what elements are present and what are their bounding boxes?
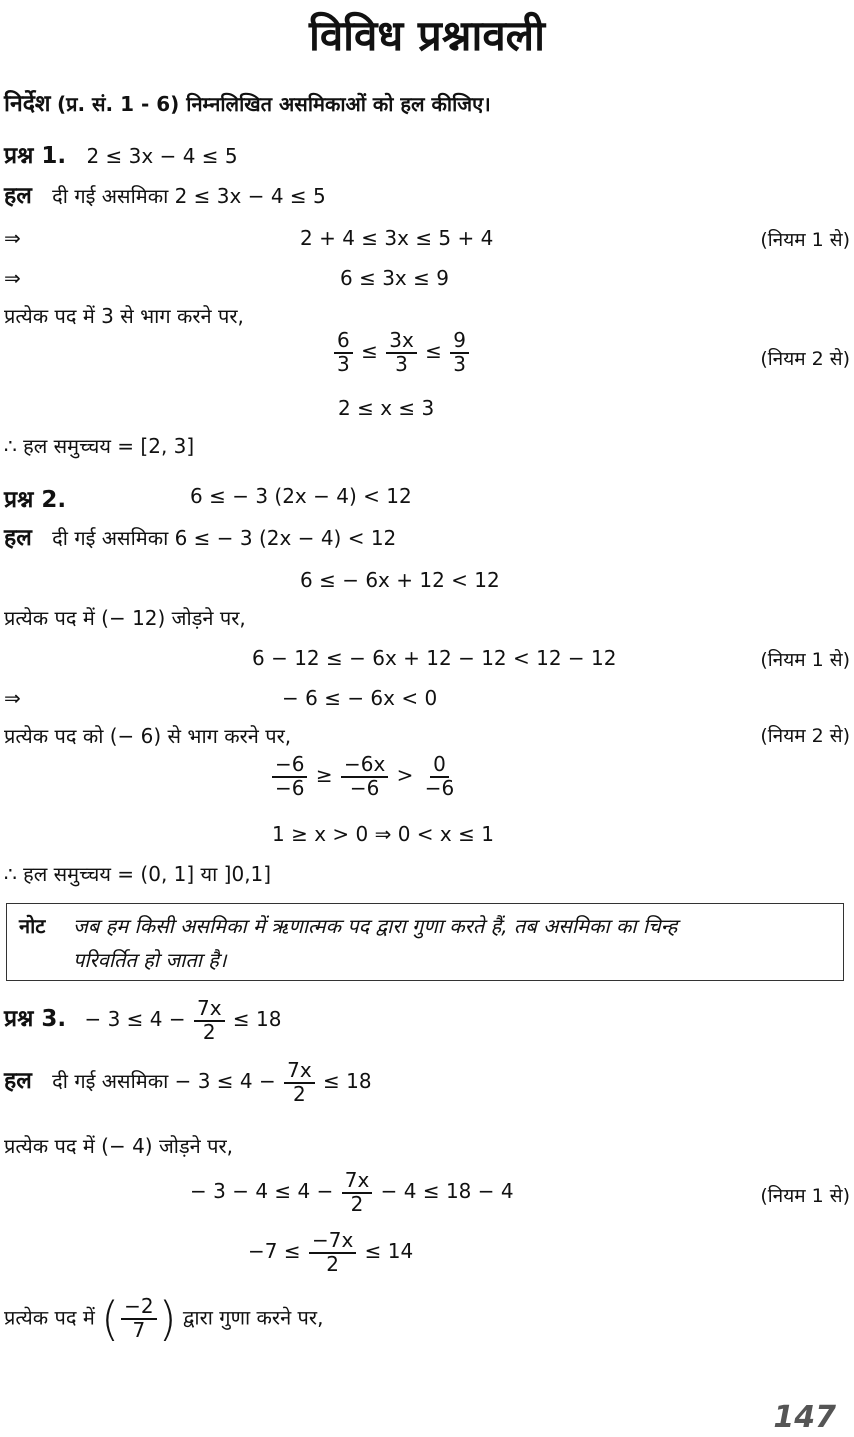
page-number: 147 [773,1400,836,1435]
q3-step-1: प्रत्येक पद में (− 4) जोड़ने पर, [4,1134,234,1158]
q3-solution-line: हल दी गई असमिका − 3 ≤ 4 − $\frac{7x}{2}$ ≤ 18 [4,1058,372,1106]
q1-step-2: 6 ≤ 3x ≤ 9 [340,266,449,290]
q1-fraction-1: $\frac{6}{3}$ [334,330,353,375]
q1-step-3: प्रत्येक पद में 3 से भाग करने पर, [4,304,244,328]
direction-line [4,86,491,118]
direction-label: निर्देश [4,91,51,117]
q1-label: प्रश्न 1. [4,143,67,169]
q2-fraction-line: $\frac{-6}{-6}$ ≥ $\frac{-6x}{-6}$ > $\frac{0}{-6}$ [270,754,459,799]
q2-fraction-3: $\frac{0}{-6}$ [424,752,455,800]
q2-expression: 6 ≤ − 3 (2x − 4) < 12 [190,484,412,508]
q1-result: ∴ हल समुच्चय = [2, 3] [4,434,195,458]
q2-step-5: प्रत्येक पद को (− 6) से भाग करने पर, [4,724,292,748]
q1-implies-arrow-2: ⇒ [4,266,21,290]
q2-step-7: 1 ≥ x > 0 ⇒ 0 < x ≤ 1 [272,822,494,846]
note-label: नोट [19,914,46,938]
q2-solution-text: दी गई असमिका 6 ≤ − 3 (2x − 4) < 12 [52,526,397,550]
q2-result: ∴ हल समुच्चय = (0, 1] या ]0,1] [4,862,272,886]
q1-step-5: 2 ≤ x ≤ 3 [338,396,435,420]
q1-implies-arrow-1: ⇒ [4,226,21,250]
q2-solution-line [4,520,396,552]
q2-step-4: − 6 ≤ − 6x < 0 [282,686,438,710]
q3-step-4: प्रत्येक पद में ( $\frac{-2}{7}$ ) द्वारा गुणा करने पर, [4,1292,324,1346]
q2-step-2: प्रत्येक पद में (− 12) जोड़ने पर, [4,606,246,630]
q2-fraction-1: $\frac{-6}{-6}$ [272,754,307,799]
q1-fraction-line: $\frac{6}{3}$ ≤ $\frac{3x}{3}$ ≤ $\frac{9}{3}$ [332,330,471,375]
q2-step-5-rule: (नियम 2 से) [760,725,850,747]
q1-expression: 2 ≤ 3x − 4 ≤ 5 [86,144,238,168]
q3-step-2-fraction: $\frac{7x}{2}$ [342,1170,373,1215]
q1-heading [4,138,238,170]
q1-solution-label: हल [4,183,32,209]
q3-label: प्रश्न 3. [4,1006,67,1033]
q2-step-1: 6 ≤ − 6x + 12 < 12 [300,568,500,592]
q2-solution-label: हल [4,525,32,551]
note-text-line-2: परिवर्तित हो जाता है। [73,948,227,972]
direction-text: (प्र. सं. 1 - 6) निम्नलिखित असमिकाओं को हल कीजिए। [56,92,491,116]
q1-fraction-rule: (नियम 2 से) [760,348,850,370]
q2-step-3-rule: (नियम 1 से) [760,649,850,671]
q3-expression-fraction: $\frac{7x}{2}$ [194,998,225,1043]
q1-step-1-rule: (नियम 1 से) [760,229,850,251]
q1-solution-line [4,178,326,210]
q2-step-3: 6 − 12 ≤ − 6x + 12 − 12 < 12 − 12 [252,646,617,670]
note-box [6,903,844,981]
q3-step-3: −7 ≤ $\frac{-7x}{2}$ ≤ 14 [248,1228,414,1276]
q3-step-2: − 3 − 4 ≤ 4 − $\frac{7x}{2}$ − 4 ≤ 18 − 4 [190,1168,514,1216]
q2-heading [4,482,66,514]
q1-fraction-2: $\frac{3x}{3}$ [386,330,417,375]
q3-multiplier-fraction: $\frac{-2}{7}$ [121,1296,156,1341]
q3-solution-label: हल [4,1068,32,1095]
q1-fraction-3: $\frac{9}{3}$ [450,330,469,375]
q3-solution-fraction: $\frac{7x}{2}$ [284,1060,315,1105]
page-title: विविध प्रश्नावली [308,11,546,60]
q3-step-3-fraction: $\frac{-7x}{2}$ [309,1230,356,1275]
q3-step-2-rule: (नियम 1 से) [760,1185,850,1207]
q1-step-1: 2 + 4 ≤ 3x ≤ 5 + 4 [300,226,494,250]
q1-solution-text: दी गई असमिका 2 ≤ 3x − 4 ≤ 5 [52,184,326,208]
q2-label: प्रश्न 2. [4,487,67,513]
q3-heading: प्रश्न 3. − 3 ≤ 4 − $\frac{7x}{2}$ ≤ 18 [4,996,282,1044]
note-text-line-1: जब हम किसी असमिका में ऋणात्मक पद द्वारा गुणा करते हैं, तब असमिका का चिन्ह [73,914,678,938]
q2-fraction-2: $\frac{-6x}{-6}$ [341,754,388,799]
q2-implies-arrow: ⇒ [4,686,21,710]
